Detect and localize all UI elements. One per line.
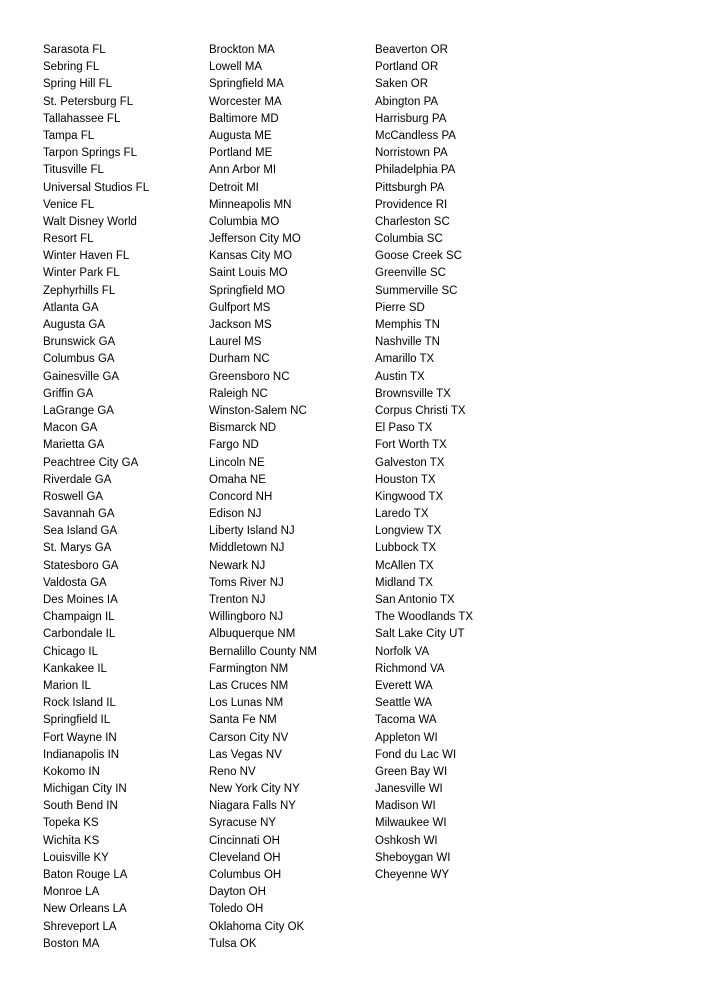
city-list-item: Roswell GA	[43, 490, 104, 503]
city-list-item: Everett WA	[375, 679, 433, 692]
city-list-item: Jackson MS	[209, 319, 272, 331]
city-list-item: Brockton MA	[209, 44, 275, 56]
city-list-item: Pierre SD	[375, 301, 425, 314]
city-list-item: Memphis TN	[375, 319, 440, 331]
city-list-item: New York City NY	[209, 783, 300, 796]
city-list-item: Springfield IL	[43, 714, 111, 727]
city-list-item: Walt Disney World	[43, 215, 137, 228]
city-list-item: Springfield MA	[209, 78, 284, 91]
city-list-item: Columbia MO	[209, 215, 280, 228]
city-list-column-3	[375, 42, 473, 884]
city-list-item: Richmond VA	[375, 662, 445, 675]
city-list-item: Cincinnati OH	[209, 834, 280, 847]
city-list-item: Augusta ME	[209, 129, 272, 142]
city-list-item: Champaign IL	[43, 611, 115, 624]
city-list-item: St. Petersburg FL	[43, 95, 134, 108]
city-list-item: Trenton NJ	[209, 594, 266, 606]
city-list-item: Liberty Island NJ	[209, 525, 295, 538]
city-list-item: Summerville SC	[375, 284, 458, 297]
city-list-item: Amarillo TX	[375, 353, 435, 366]
city-list-item: Saken OR	[375, 78, 429, 91]
city-list-item: Jefferson City MO	[209, 233, 301, 246]
city-list-item: Zephyrhills FL	[43, 284, 116, 297]
city-list-item: McAllen TX	[375, 559, 434, 572]
city-list-item: Kankakee IL	[43, 662, 107, 675]
city-list-item: Marietta GA	[43, 439, 105, 452]
city-list-item: Kingwood TX	[375, 490, 444, 503]
city-list-item: Las Vegas NV	[209, 748, 282, 761]
city-list-item: Sheboygan WI	[375, 851, 451, 864]
city-list-item: Willingboro NJ	[209, 611, 284, 624]
city-list-item: Pittsburgh PA	[375, 181, 445, 194]
city-list-item: Monroe LA	[43, 886, 100, 899]
city-list-item: Edison NJ	[209, 508, 262, 521]
city-list-item: Rock Island IL	[43, 697, 116, 710]
city-list-item: Chicago IL	[43, 645, 98, 658]
city-list-column-2	[209, 42, 317, 953]
city-list-item: Los Lunas NM	[209, 697, 284, 710]
city-list-item: Madison WI	[375, 800, 436, 813]
city-list-item: Raleigh NC	[209, 387, 268, 400]
city-list-item: Reno NV	[209, 765, 256, 778]
city-list-item: Austin TX	[375, 370, 425, 383]
city-list-item: Laurel MS	[209, 336, 262, 349]
city-list-item: Gulfport MS	[209, 301, 271, 314]
city-list-item: McCandless PA	[375, 129, 456, 142]
city-list-item: San Antonio TX	[375, 594, 455, 606]
city-list-item: Omaha NE	[209, 473, 266, 486]
city-list-item: Norristown PA	[375, 147, 448, 160]
city-list-item: Bernalillo County NM	[209, 645, 318, 658]
city-list-item: Brunswick GA	[43, 336, 116, 349]
city-list-item: Winter Park FL	[43, 267, 120, 280]
city-list-item: Peachtree City GA	[43, 456, 139, 469]
city-list-item: New Orleans LA	[43, 903, 127, 916]
city-list-item: Lubbock TX	[375, 542, 437, 555]
city-list-item: Dayton OH	[209, 886, 266, 899]
city-list-item: Baton Rouge LA	[43, 869, 128, 881]
city-list-item: Gainesville GA	[43, 370, 120, 383]
city-list-item: Toms River NJ	[209, 576, 284, 589]
city-list-item: El Paso TX	[375, 422, 433, 435]
city-list-item: Boston MA	[43, 937, 100, 950]
city-list-item: Statesboro GA	[43, 559, 119, 572]
city-list-item: Sarasota FL	[43, 44, 106, 56]
city-list-item: Louisville KY	[43, 851, 109, 864]
city-list-item: Newark NJ	[209, 559, 266, 572]
city-list-item: South Bend IN	[43, 800, 118, 813]
city-list-item: Norfolk VA	[375, 645, 430, 658]
city-list-item: Resort FL	[43, 233, 94, 246]
city-list-item: Kansas City MO	[209, 250, 293, 263]
city-list-item: Springfield MO	[209, 284, 286, 297]
city-list-item: Abington PA	[375, 95, 439, 108]
city-list-item: Concord NH	[209, 490, 273, 503]
city-list-item: LaGrange GA	[43, 404, 114, 417]
city-list-item: Corpus Christi TX	[375, 404, 466, 417]
city-list-item: Lincoln NE	[209, 456, 265, 469]
city-list-item: Green Bay WI	[375, 765, 448, 778]
city-list-item: Portland OR	[375, 61, 439, 74]
city-list-item: Farmington NM	[209, 662, 289, 675]
city-list-item: Savannah GA	[43, 508, 115, 521]
city-list-item: Fort Wayne IN	[43, 731, 117, 744]
city-list-item: Riverdale GA	[43, 473, 112, 486]
city-list-item: Seattle WA	[375, 697, 433, 710]
city-list-item: Macon GA	[43, 422, 98, 435]
city-list-item: Cheyenne WY	[375, 869, 450, 881]
city-list-item: Saint Louis MO	[209, 267, 288, 280]
city-list-item: Midland TX	[375, 576, 433, 589]
city-list-item: Valdosta GA	[43, 576, 107, 589]
city-list-item: The Woodlands TX	[375, 611, 474, 624]
city-list-item: Minneapolis MN	[209, 198, 292, 211]
city-list-item: Columbus OH	[209, 869, 282, 881]
city-list-item: Bismarck ND	[209, 422, 277, 435]
city-list-item: Providence RI	[375, 198, 448, 211]
city-list-item: Kokomo IN	[43, 765, 100, 778]
city-list-item: Portland ME	[209, 147, 273, 160]
city-list-item: Venice FL	[43, 198, 95, 211]
city-list-item: Syracuse NY	[209, 817, 277, 830]
city-list-item: Fort Worth TX	[375, 439, 447, 452]
city-list-item: Brownsville TX	[375, 387, 451, 400]
city-list-item: Universal Studios FL	[43, 181, 150, 194]
city-list-item: Tampa FL	[43, 129, 95, 142]
city-list-item: Galveston TX	[375, 456, 445, 469]
city-list-item: Titusville FL	[43, 164, 104, 177]
city-list-item: Greensboro NC	[209, 370, 290, 383]
city-list-item: Niagara Falls NY	[209, 800, 296, 813]
city-list-item: Tacoma WA	[375, 714, 437, 727]
city-list-item: Shreveport LA	[43, 920, 117, 933]
city-list-item: Fond du Lac WI	[375, 748, 457, 761]
city-list-item: Tulsa OK	[209, 937, 257, 950]
city-list-item: Augusta GA	[43, 319, 106, 331]
city-list-item: Fargo ND	[209, 439, 259, 452]
city-list-item: Worcester MA	[209, 95, 282, 108]
city-list-item: Winston-Salem NC	[209, 404, 307, 417]
city-list-item: Columbia SC	[375, 233, 443, 246]
city-list-item: Lowell MA	[209, 61, 263, 74]
city-list-item: Cleveland OH	[209, 851, 281, 864]
city-list-item: Tallahassee FL	[43, 112, 121, 125]
city-list-item: Atlanta GA	[43, 301, 99, 314]
city-list-item: Marion IL	[43, 679, 91, 692]
city-list-item: Harrisburg PA	[375, 112, 447, 125]
city-list-item: Carbondale IL	[43, 628, 116, 641]
city-list-item: Topeka KS	[43, 817, 99, 830]
city-list-item: Wichita KS	[43, 834, 100, 847]
city-list-item: Longview TX	[375, 525, 442, 538]
city-list-item: Santa Fe NM	[209, 714, 277, 727]
city-list-item: Michigan City IN	[43, 783, 127, 796]
city-list-item: Columbus GA	[43, 353, 115, 366]
city-list-item: Toledo OH	[209, 903, 264, 916]
city-list-item: Greenville SC	[375, 267, 446, 280]
city-list-item: Sebring FL	[43, 61, 100, 74]
city-list-item: Goose Creek SC	[375, 250, 462, 263]
city-list-item: Middletown NJ	[209, 542, 285, 555]
city-list-item: Ann Arbor MI	[209, 164, 277, 177]
city-list-item: Spring Hill FL	[43, 78, 113, 91]
city-list-item: Baltimore MD	[209, 112, 279, 125]
city-list-item: Houston TX	[375, 473, 436, 486]
city-list-item: Des Moines IA	[43, 594, 118, 606]
city-list-item: Indianapolis IN	[43, 748, 120, 761]
city-list-item: Tarpon Springs FL	[43, 147, 137, 160]
city-list-item: Appleton WI	[375, 731, 438, 744]
city-list-item: Milwaukee WI	[375, 817, 447, 830]
city-list-item: Carson City NV	[209, 731, 289, 744]
city-list-item: Nashville TN	[375, 336, 440, 349]
city-list-item: Sea Island GA	[43, 525, 118, 538]
city-list-item: St. Marys GA	[43, 542, 112, 555]
city-list-item: Laredo TX	[375, 508, 429, 521]
city-list-item: Charleston SC	[375, 215, 450, 228]
city-list-item: Beaverton OR	[375, 44, 448, 56]
city-list-item: Durham NC	[209, 353, 270, 366]
city-list-item: Albuquerque NM	[209, 628, 296, 641]
city-list-item: Salt Lake City UT	[375, 628, 465, 641]
city-list-column-1	[43, 42, 149, 953]
city-list-item: Las Cruces NM	[209, 679, 289, 692]
city-list-item: Oklahoma City OK	[209, 920, 305, 933]
city-list-item: Oshkosh WI	[375, 834, 438, 847]
city-list-item: Winter Haven FL	[43, 250, 130, 263]
city-list-item: Philadelphia PA	[375, 164, 456, 177]
city-list-item: Griffin GA	[43, 387, 94, 400]
city-list-item: Janesville WI	[375, 783, 443, 796]
city-list-item: Detroit MI	[209, 181, 259, 194]
